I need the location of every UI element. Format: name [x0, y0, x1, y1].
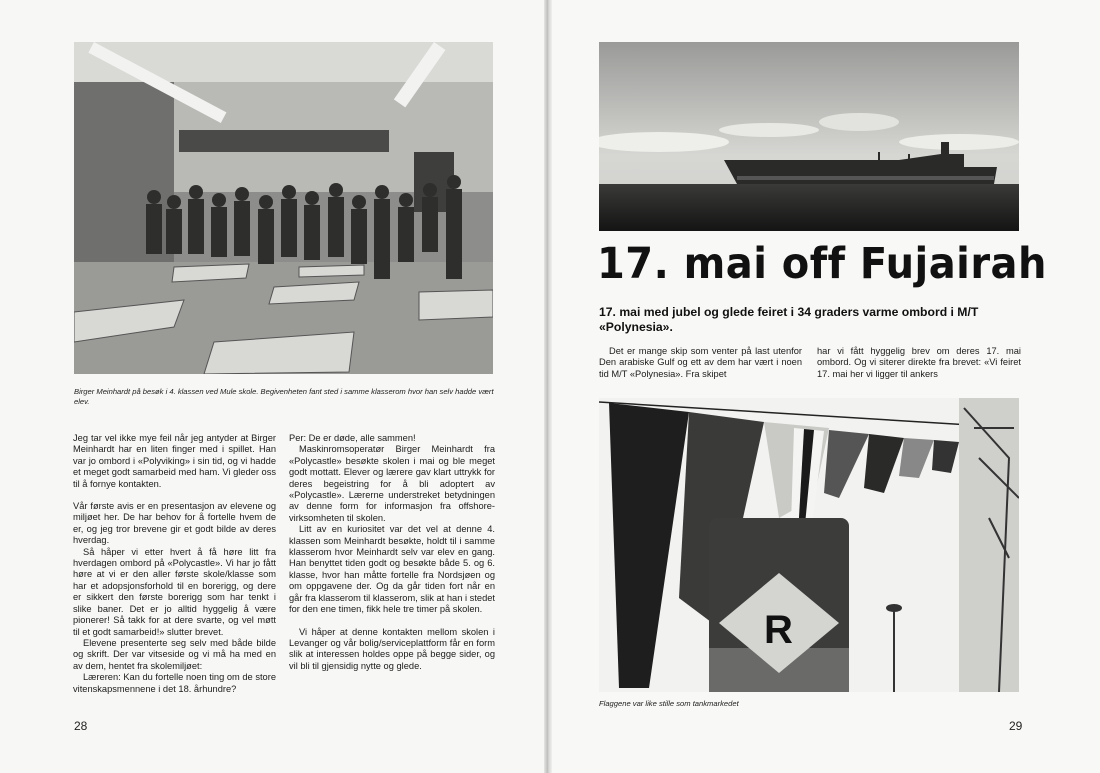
paragraph: Jeg tar vel ikke mye feil når jeg antyder at Birger Meinhardt har en liten finger med i spillet. Han var jo ombord i «Polyviking» i sin tid, og vi hadde et meget godt samarbeid med ham. Vi gleder oss til å fornye kontakten. — [73, 433, 276, 489]
flags-photo — [599, 398, 1019, 692]
paragraph: har vi fått hyggelig brev om deres 17. mai ombord. Og vi siterer direkte fra brevet: «Vi feiret 17. mai her vi ligger til ankers — [817, 346, 1021, 379]
paragraph: Så håper vi etter hvert å få høre litt fra hverdagen ombord på «Polycastle». Vi har jo fått høre at vi er den aller første skole/klasse som har et adopsjonsforhold til en borerigg, og dere er sikkert den første borerigg som har tenkt i slike baner. Det er jo alltid hyggelig å være pionerer! Så takk for at dere svarte, og vel møtt til et godt samarbeid!» slutter brevet. — [73, 546, 276, 637]
flags-photo-caption: Flaggene var like stille som tankmarkedet — [599, 699, 739, 708]
book-gutter — [544, 0, 552, 773]
classroom-photo-caption: Birger Meinhardt på besøk i 4. klassen ved Mule skole. Begivenheten fant sted i samme klasserom hvor han selv hadde vært elev. — [74, 387, 494, 406]
page-number-left: 28 — [74, 719, 88, 733]
paragraph: Per: De er døde, alle sammen! — [289, 433, 416, 443]
right-column-2 — [817, 346, 1021, 380]
left-page — [0, 0, 546, 773]
paragraph: Vi håper at denne kontakten mellom skolen i Levanger og vår bolig/serviceplattform får en form slik at interessen holdes oppe på begge sider, og vil bli til gjensidig nytte og glede. — [289, 626, 495, 671]
paragraph: Læreren: Kan du fortelle noen ting om de store vitenskapsmennene i det 18. århundre? — [73, 672, 276, 694]
funnel-letter: R — [764, 608, 793, 652]
paragraph: Det er mange skip som venter på last utenfor Den arabiske Gulf og ett av dem har vært i noen tid M/T «Polynesia». Fra skipet — [599, 346, 802, 379]
right-column-1 — [599, 346, 802, 380]
tanker-ship-photo — [599, 42, 1019, 231]
left-column-2 — [289, 433, 495, 672]
paragraph: Maskinromsoperatør Birger Meinhardt fra «Polycastle» besøkte skolen i mai og ble meget godt mottatt. Elever og lærere gav klart uttrykk for deres begeistring for å bli adoptert av «Polycastle». Lærerne understreket betydningen av denne form for informasjon fra offshore-virksomheten til skolen. — [289, 444, 495, 523]
paragraph: Vår første avis er en presentasjon av elevene og miljøet her. De har behov for å fortelle hvem de er, og jeg tror brevene gir et godt bilde av deres hverdag. — [73, 501, 276, 546]
article-headline: 17. mai off Fujairah — [597, 239, 1047, 289]
left-column-1 — [73, 433, 276, 695]
page-number-right: 29 — [1009, 719, 1023, 733]
article-subheadline: 17. mai med jubel og glede feiret i 34 graders varme ombord i M/T «Polynesia». — [599, 305, 979, 334]
paragraph: Litt av en kuriositet var det vel at denne 4. klassen som Meinhardt besøkte, holdt til i samme klasserom hvor Meinhardt selv var elev en gang. Han benyttet tiden godt og besøkte både 5. og 6. klasse, hvor han måtte fortelle fra Nordsjøen og om oppgavene der. Og da går tiden fort når en går fra klasserom til klasserom, slik at han i stedet for den ene timen, fikk hele tre timer på skolen. — [289, 524, 495, 615]
paragraph: Elevene presenterte seg selv med både bilde og skrift. Der var vitseside og vi må ha med en av dem, hentet fra skolemiljøet: — [73, 637, 276, 671]
classroom-photo — [74, 42, 493, 374]
